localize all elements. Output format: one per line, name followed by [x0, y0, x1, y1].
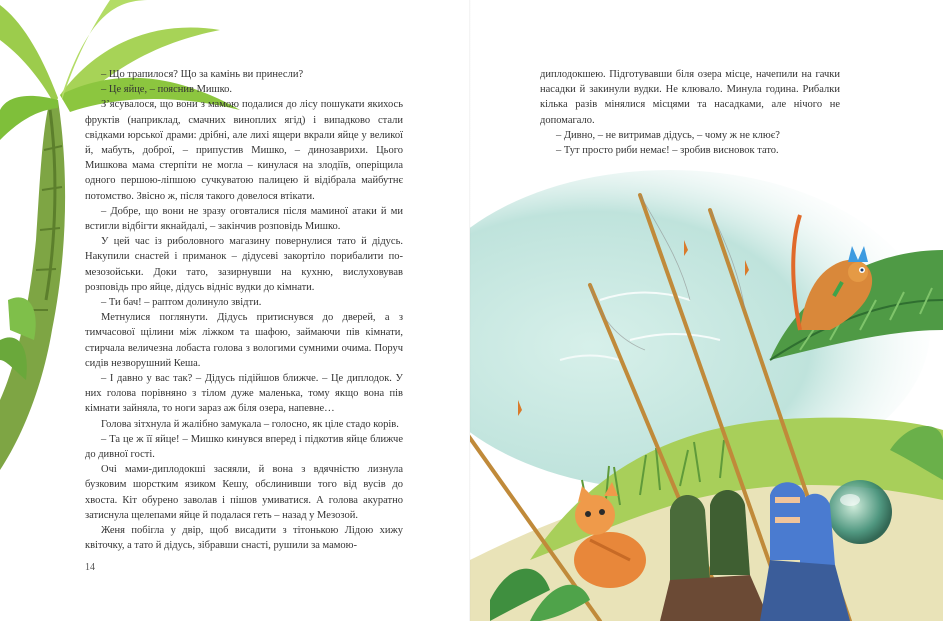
paragraph: Метнулися поглянути. Дідусь притиснувся до дверей, а з тимчасової щілини між ліжком та шафою, займаючи пів кімнати, стирчала величезна лобаста голова з вологими сумними очима. Поруч сидів незворушний Кеша.: [85, 312, 403, 369]
paragraph: З’ясувалося, що вони з мамою подалися до лісу пошукати якихось фруктів (наприклад, смачних виноплих ягід) і випадково стали свідками юрської драми: дрібні, але лихі ящери вкрали яйце у великої й, мабуть, доброї, – припустив Мишко, – динозаврихи. Цього Мишкова мама стерпіти не могла – кинулася на злодіїв, оперіщила одного першою-ліпшою сучкуватою палицею й відібрала майбутнє потомство. Звісно ж, після такого довелося втікати.: [85, 99, 403, 202]
paragraph: Очі мами-диплодокші засяяли, й вона з вдячністю лизнула бузковим шорстким язиком Кешу, обслинивши того від вусів до хвоста. Кіт обурено заволав і пішов умиватися. А голова акуратно затиснула щелепами яйце й подалася геть – назад у Мезозой.: [85, 464, 403, 521]
paragraph: – Це яйце, – пояснив Мишко.: [101, 84, 233, 96]
right-page-text: [540, 67, 840, 158]
paragraph: – І давно у вас так? – Дідусь підійшов ближче. – Це диплодок. У них голова порівняно з тілом дуже маленька, тому якщо вона пів кімнати зайняла, то ноги зараз аж біля озера, напевне…: [85, 373, 403, 415]
paragraph: – Дивно, – не витримав дідусь, – чому ж не клює?: [556, 129, 780, 141]
paragraph: У цей час із риболовного магазину повернулися тато й дідусь. Накупили снастей і приманок – дідусеві закортіло порибалити по-мезозойськи. Доки тато, зазирнувши на кухню, вислуховував розповідь про яйце, дідусь відніс вудки до кімнати.: [85, 236, 403, 293]
book-fold: [469, 0, 471, 621]
paragraph: Женя побігла у двір, щоб висадити з тітонькою Лідою хижу квіточку, а тато й дідусь, зібравши снасті, рушили за мамою-: [85, 525, 403, 552]
paragraph: – Добре, що вони не зразу оговталися після маминої атаки й ми встигли відбігти якнайдалі, – закінчив розповідь Мишко.: [85, 205, 403, 233]
paragraph: – Тут просто риби немає! – зробив висновок тато.: [556, 145, 779, 157]
paragraph: диплодокшею. Підготувавши біля озера місце, начепили на гачки насадки й закинули вудки. Не клювало. Минула година. Рибалки кілька разів мінялися місцями та насадками, але нічого не допомагало.: [540, 69, 840, 126]
right-page: [470, 0, 943, 621]
left-page: [0, 0, 470, 621]
paragraph: – Ти бач! – раптом долинуло звідти.: [101, 297, 262, 309]
left-page-text: [85, 67, 403, 554]
page-number: 14: [85, 562, 95, 573]
paragraph: – Що трапилося? Що за камінь ви принесли?: [101, 69, 304, 80]
paragraph: Голова зітхнула й жалібно замукала – голосно, як ціле стадо корів.: [101, 418, 399, 430]
paragraph: – Та це ж її яйце! – Мишко кинувся вперед і підкотив яйце ближче до дивної гості.: [85, 433, 403, 461]
